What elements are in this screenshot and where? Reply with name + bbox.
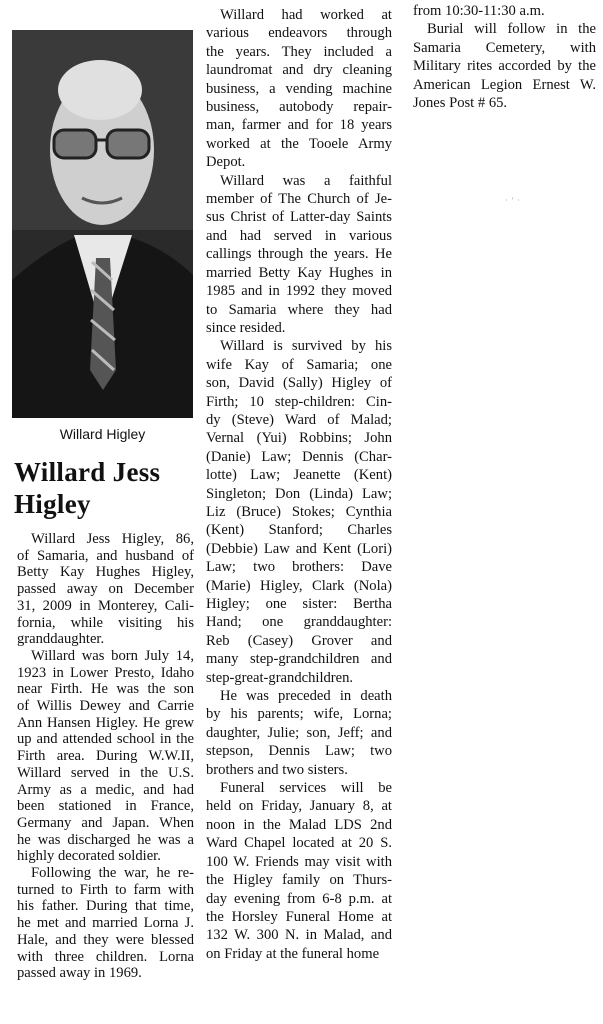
text-line: Burial will follow in the xyxy=(427,21,596,38)
text-line: daughter, Julie; son, Jeff; and xyxy=(206,724,392,741)
text-line: he was discharged he was a xyxy=(17,831,194,848)
text-line: (Kent) Stanford; Charles xyxy=(206,522,392,539)
text-line: he met and married Lorna J. xyxy=(17,915,194,932)
text-line: noon in the Malad LDS 2nd xyxy=(206,816,392,833)
headline-line: Willard Jess xyxy=(14,457,161,487)
column-3 xyxy=(413,2,596,112)
text-line: day evening from 6-8 p.m. at xyxy=(206,890,392,907)
text-line: (Danie) Law; Dennis (Char- xyxy=(206,448,392,465)
text-line: married Betty Kay Hughes in xyxy=(206,264,392,281)
text-line: Singleton; Don (Linda) Law; xyxy=(206,485,392,502)
text-line: Willard was born July 14, xyxy=(31,647,194,664)
text-line: up and attended school in the xyxy=(17,731,194,748)
text-line: his father. During that time, xyxy=(17,898,194,915)
text-line: 31, 2009 in Monterey, Cali- xyxy=(17,597,194,614)
text-line: Firth; 10 step-children: Cin- xyxy=(206,393,392,410)
paragraph xyxy=(17,648,194,865)
text-line: from 10:30-11:30 a.m. xyxy=(413,3,545,19)
text-line: (Debbie) Law and Kent (Lori) xyxy=(206,540,392,557)
text-line: of Willis Dewey and Carrie xyxy=(17,698,194,715)
text-line: Willard Jess Higley, 86, xyxy=(31,531,194,547)
text-line: Willard had worked at xyxy=(220,7,392,23)
portrait-photo xyxy=(12,30,193,418)
text-line: fornia, while visiting his xyxy=(17,614,194,631)
text-line: Funeral services will be xyxy=(220,780,392,797)
text-line: on Friday at the funeral home xyxy=(206,945,380,962)
print-smudge: · ' · xyxy=(505,196,521,205)
text-line: the Horsley Funeral Home at xyxy=(206,908,392,925)
text-line: stepson, Dennis Law; two xyxy=(206,743,392,760)
text-line: passed away in 1969. xyxy=(17,965,142,982)
text-line: the Higley family on Thurs- xyxy=(206,872,392,889)
text-line: Jones Post # 65. xyxy=(413,95,508,112)
paragraph xyxy=(206,337,392,687)
text-line: Military rites accorded by the xyxy=(413,58,596,75)
text-line: of Samaria, and husband of xyxy=(17,547,194,564)
text-line: Willard is survived by his xyxy=(220,338,392,355)
text-line: Law; two brothers: Dave xyxy=(206,559,392,576)
text-line: laundromat and dry cleaning xyxy=(206,62,392,79)
text-line: and had served in various xyxy=(206,227,392,244)
text-line: Vernal (Yui) Robbins; John xyxy=(206,430,392,447)
paragraph xyxy=(206,6,392,172)
text-line: Willard served in the U.S. xyxy=(17,764,194,781)
text-line: 1985 and in 1992 they moved xyxy=(206,283,392,300)
text-line: sus Christ of Latter-day Saints xyxy=(206,209,392,226)
paragraph xyxy=(206,172,392,338)
text-line: Hand; one granddaughter: xyxy=(206,614,392,631)
text-line: Ann Hansen Higley. He grew xyxy=(17,714,194,731)
text-line: 132 W. 300 N. in Malad, and xyxy=(206,927,392,944)
text-line: Willard was a faithful xyxy=(220,172,392,189)
text-line: Higley; one sister: Bertha xyxy=(206,596,392,612)
text-line: dy (Steve) Ward of Malad; xyxy=(206,411,392,428)
text-line: Following the war, he re- xyxy=(31,865,194,882)
text-line: wife Kay of Samaria; one xyxy=(206,356,392,373)
text-line: near Firth. He was the son xyxy=(17,681,194,698)
text-line: since resided. xyxy=(206,319,286,336)
text-line: Army as a medic, and had xyxy=(17,781,194,798)
text-line: Firth area. During W.W.II, xyxy=(17,748,194,765)
paragraph xyxy=(413,2,596,20)
paragraph xyxy=(206,687,392,779)
text-line: Ward Chapel located at 20 S. xyxy=(206,835,392,852)
text-line: He was preceded in death xyxy=(220,688,392,705)
paragraph xyxy=(413,20,596,112)
headline-line: Higley xyxy=(14,489,91,519)
text-line: man, farmer and for 18 years xyxy=(206,117,392,134)
text-line: Reb (Casey) Grover and xyxy=(206,632,392,649)
text-line: highly decorated soldier. xyxy=(17,848,161,865)
paragraph xyxy=(17,531,194,648)
text-line: lotte) Law; Jeanette (Kent) xyxy=(206,467,392,484)
column-1 xyxy=(17,531,194,982)
column-2 xyxy=(206,6,392,963)
text-line: member of The Church of Je- xyxy=(206,191,392,208)
text-line: Betty Kay Hughes Higley, xyxy=(17,564,194,581)
text-line: Hale, and they were blessed xyxy=(17,931,194,948)
text-line: (Marie) Higley, Clark (Nola) xyxy=(206,577,392,594)
text-line: Germany and Japan. When xyxy=(17,814,194,831)
text-line: granddaughter. xyxy=(17,631,105,648)
text-line: brothers and two sisters. xyxy=(206,761,348,778)
text-line: many step-grandchildren and xyxy=(206,651,392,668)
text-line: American Legion Ernest W. xyxy=(413,76,596,93)
text-line: 100 W. Friends may visit with xyxy=(206,853,392,870)
text-line: son, David (Sally) Higley of xyxy=(206,375,392,392)
text-line: turned to Firth to farm with xyxy=(17,881,194,898)
text-line: by his parents; wife, Lorna; xyxy=(206,706,392,723)
text-line: Depot. xyxy=(206,154,246,171)
text-line: been stationed in France, xyxy=(17,798,194,815)
paragraph xyxy=(17,865,194,982)
text-line: worked at the Tooele Army xyxy=(206,135,392,152)
text-line: various endeavors through xyxy=(206,25,392,42)
text-line: with three children. Lorna xyxy=(17,948,194,965)
text-line: passed away on December xyxy=(17,581,194,598)
text-line: Liz (Bruce) Stokes; Cynthia xyxy=(206,503,392,520)
headline xyxy=(14,456,199,520)
text-line: the years. They included a xyxy=(206,43,392,60)
paragraph xyxy=(206,779,392,963)
photo-caption: Willard Higley xyxy=(59,426,146,442)
text-line: business, a vending machine xyxy=(206,80,392,97)
text-line: held on Friday, January 8, at xyxy=(206,798,392,815)
text-line: 1923 in Lower Presto, Idaho xyxy=(17,664,194,681)
text-line: Samaria Cemetery, with xyxy=(413,39,596,56)
text-line: step-great-grandchildren. xyxy=(206,669,354,686)
text-line: callings through the years. He xyxy=(206,246,392,263)
text-line: to Samaria where they had xyxy=(206,301,392,318)
text-line: business, autobody repair- xyxy=(206,99,392,116)
